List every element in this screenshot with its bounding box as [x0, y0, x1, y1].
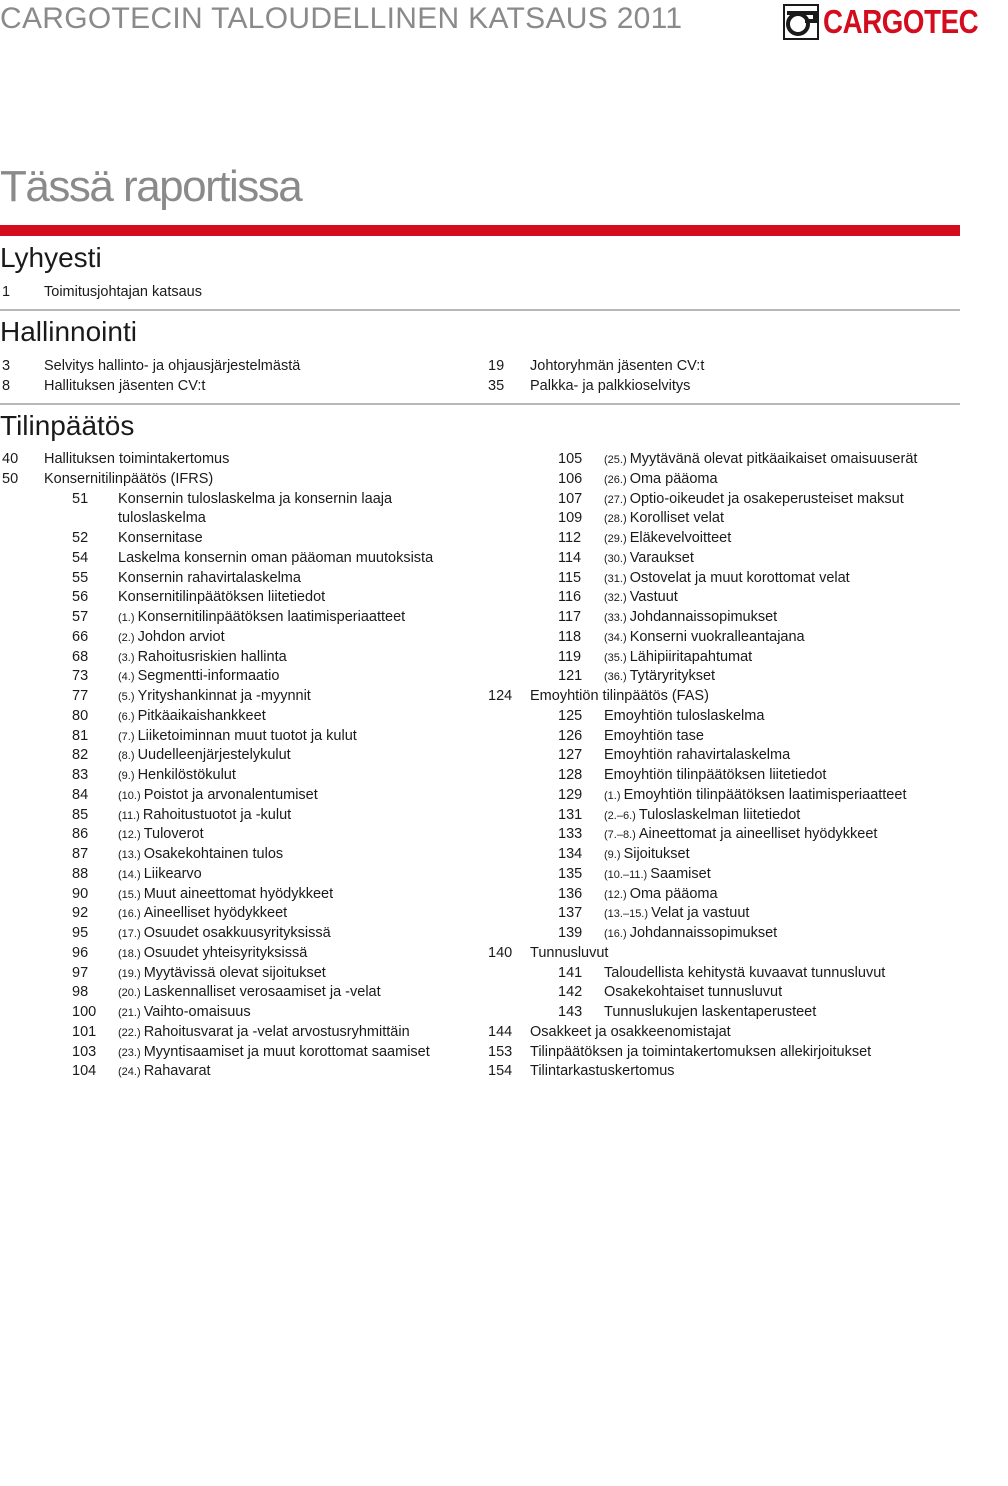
toc-page-number: 135 [558, 865, 583, 882]
toc-note-ref: (5.) [118, 691, 138, 703]
toc-page-number: 128 [558, 767, 583, 783]
toc-note-ref: (10.–11.) [604, 868, 651, 881]
toc-note-ref: (34.) [604, 631, 630, 644]
toc-entry-title: Liiketoiminnan muut tuotot ja kulut [137, 727, 357, 744]
toc-entry-title: Rahoitustuotot ja -kulut [142, 806, 292, 823]
toc-entry-title: Selvitys hallinto- ja ohjausjärjestelmästä [44, 358, 301, 374]
toc-entry-title: Saamiset [650, 865, 711, 882]
toc-page-number: 154 [488, 1063, 513, 1080]
toc-entry-title: Konsernin tuloslaskelma ja konsernin laaja [118, 490, 393, 507]
toc-note-ref: (18.) [118, 947, 144, 960]
toc-entry-title: Uudelleenjärjestelykulut [137, 747, 291, 764]
toc-entry-title: Segmentti-informaatio [137, 668, 280, 685]
toc-note-ref: (24.) [118, 1066, 144, 1079]
toc-note-ref: (15.) [118, 888, 144, 901]
toc-page-number: 57 [72, 609, 89, 625]
toc-entry-title: Emoyhtiön rahavirtalaskelma [604, 747, 791, 764]
toc-page-number: 144 [488, 1023, 513, 1040]
toc-note-ref: (10.) [118, 789, 144, 802]
toc-page-number: 40 [2, 451, 19, 467]
toc-page-number: 127 [558, 747, 583, 764]
toc-page-number: 52 [72, 530, 89, 546]
toc-note-ref: (32.) [604, 592, 630, 605]
toc-entry-title: Myytävissä olevat sijoitukset [143, 964, 326, 981]
toc-entry-title: Oma pääoma [629, 885, 718, 902]
toc-page-number: 153 [488, 1043, 513, 1060]
toc-note-ref: (14.) [118, 868, 144, 881]
toc-page-number: 131 [558, 806, 583, 823]
toc-note-ref: (25.) [604, 454, 630, 466]
toc-page-number: 118 [558, 628, 582, 645]
toc-entry-title: Emoyhtiön tuloslaskelma [604, 707, 765, 724]
toc-page-number: 124 [488, 688, 513, 704]
toc-entry-title: Rahoitusriskien hallinta [137, 648, 287, 665]
toc-page-number: 106 [558, 470, 583, 487]
toc-note-ref: (9.) [118, 770, 138, 782]
toc-entry-title: Vastuut [629, 589, 678, 606]
toc-note-ref: (7.–8.) [604, 829, 639, 842]
toc-entry-title: Taloudellista kehitystä kuvaavat tunnusluvut [604, 964, 886, 981]
toc-page-number: 56 [72, 589, 89, 606]
toc-note-ref: (16.) [604, 928, 630, 940]
toc-note-ref: (21.) [118, 1007, 144, 1019]
toc-note-ref: (36.) [604, 671, 630, 684]
toc-page-number: 142 [558, 984, 583, 1001]
toc-page-number: 80 [72, 707, 89, 724]
toc-entry-title: Hallituksen toimintakertomus [44, 451, 230, 467]
toc-note-ref: (1.) [118, 612, 138, 624]
toc-page-number: 121 [558, 668, 583, 685]
toc-page-number: 92 [72, 905, 89, 922]
toc-note-ref: (35.) [604, 651, 630, 664]
toc-entry-title: Emoyhtiön tase [604, 727, 704, 744]
toc-entry-title: Aineettomat ja aineelliset hyödykkeet [638, 826, 878, 843]
toc-page-number: 50 [2, 470, 19, 487]
toc-entry-title: Osakekohtainen tulos [143, 846, 284, 862]
toc-page-number: 143 [558, 1004, 583, 1020]
toc-entry-title: Vaihto-omaisuus [143, 1004, 251, 1020]
toc-note-ref: (9.) [604, 849, 624, 861]
toc-entry-title: Konserni vuokralleantajana [629, 628, 805, 645]
toc-entry-title: Emoyhtiön tilinpäätös (FAS) [530, 688, 709, 704]
toc-entry-title: Konsernitilinpäätöksen liitetiedot [118, 589, 326, 606]
toc-entry-title: Liikearvo [143, 865, 202, 882]
toc-entry-title: Henkilöstökulut [137, 767, 236, 783]
toc-entry-title: Osuudet yhteisyrityksissä [143, 944, 308, 961]
toc-page-number: 51 [72, 490, 89, 507]
toc-note-ref: (28.) [604, 513, 630, 526]
toc-entry-title: Tunnusluvut [530, 944, 609, 961]
toc-entry-title: Myytävänä olevat pitkäaikaiset omaisuuserät [629, 451, 918, 467]
toc-page-number: 66 [72, 628, 89, 645]
toc-note-ref: (17.) [118, 928, 144, 940]
toc-page-number: 95 [72, 925, 89, 941]
toc-page-number: 86 [72, 826, 89, 843]
toc-note-ref: (13.–15.) [604, 908, 652, 921]
toc-page-number: 105 [558, 451, 583, 467]
toc-entry-title: Aineelliset hyödykkeet [143, 905, 288, 922]
toc-entry-title: Sijoitukset [623, 846, 690, 862]
toc-page-number: 84 [72, 786, 89, 803]
toc-page-number: 90 [72, 885, 89, 902]
toc-note-ref: (4.) [118, 671, 138, 684]
section-title-tilinpaatos: Tilinpäätös [0, 410, 135, 441]
section-title-lyhyesti: Lyhyesti [0, 242, 102, 273]
toc-entry-title: Osuudet osakkuusyrityksissä [143, 925, 331, 941]
toc-entry-title: Rahavarat [143, 1063, 211, 1080]
cargotec-logo-text: CARGOTEC [823, 3, 979, 40]
title-accent-bar [0, 225, 960, 236]
toc-page-number: 103 [72, 1043, 97, 1060]
toc-page-number: 115 [558, 569, 582, 586]
toc-note-ref: (26.) [604, 473, 630, 486]
toc-entry-title: Velat ja vastuut [651, 905, 750, 922]
toc-note-ref: (12.) [118, 829, 144, 842]
page-title: Tässä raportissa [0, 162, 302, 211]
toc-entry-title: Tuloverot [143, 826, 204, 843]
toc-entry-title: Emoyhtiön tilinpäätöksen liitetiedot [604, 767, 827, 783]
toc-entry-title: Eläkevelvoitteet [629, 530, 732, 546]
toc-page-number: 141 [558, 964, 583, 981]
toc-page-number: 100 [72, 1004, 97, 1020]
toc-page-number: 98 [72, 984, 89, 1001]
toc-note-ref: (7.) [118, 730, 138, 743]
toc-page-number: 54 [72, 549, 89, 566]
toc-note-ref: (19.) [118, 967, 144, 980]
toc-page-number: 125 [558, 707, 583, 724]
toc-entry-title: Emoyhtiön tilinpäätöksen laatimisperiaatteet [623, 786, 907, 803]
toc-note-ref: (13.) [118, 849, 144, 861]
toc-page-number: 101 [72, 1023, 97, 1040]
toc-page-number: 55 [72, 569, 89, 586]
toc-entry-title: Ostovelat ja muut korottomat velat [629, 569, 850, 586]
toc-note-ref: (16.) [118, 908, 144, 921]
toc-page-number: 129 [558, 786, 583, 803]
toc-entry-title: Myyntisaamiset ja muut korottomat saamiset [143, 1043, 430, 1060]
toc-entry-title: Tilintarkastuskertomus [530, 1063, 675, 1080]
toc-page-number: 1 [2, 284, 11, 300]
toc-entry-title: Hallituksen jäsenten CV:t [44, 378, 206, 394]
toc-entry-title: Osakkeet ja osakkeenomistajat [530, 1023, 731, 1040]
toc-entry-title: Osakekohtaiset tunnusluvut [604, 984, 783, 1001]
toc-page-number: 73 [72, 668, 89, 685]
toc-page-number: 109 [558, 510, 583, 527]
toc-note-ref: (12.) [604, 888, 630, 901]
toc-page-number: 77 [72, 688, 89, 704]
toc-note-ref: (27.) [604, 493, 630, 506]
toc-entry-title: Johdon arviot [137, 628, 225, 645]
toc-page-number: 104 [72, 1063, 97, 1080]
toc-note-ref: (2.–6.) [604, 809, 639, 822]
toc-entry-title: Rahoitusvarat ja -velat arvostusryhmittäin [143, 1023, 410, 1040]
toc-page-number: 83 [72, 767, 89, 783]
toc-note-ref: (2.) [118, 631, 138, 644]
toc-page-number: 117 [558, 609, 582, 625]
toc-note-ref: (31.) [604, 572, 630, 585]
toc-entry-title: Lähipiiritapahtumat [629, 648, 753, 665]
toc-page-number: 112 [558, 530, 582, 546]
toc-entry-title: Tilinpäätöksen ja toimintakertomuksen allekirjoitukset [530, 1043, 872, 1060]
toc-entry-title: Johtoryhmän jäsenten CV:t [530, 358, 705, 374]
cargotec-logo [783, 4, 1008, 40]
toc-entry-title: Johdannaissopimukset [629, 609, 778, 625]
section-title-hallinnointi: Hallinnointi [0, 316, 137, 347]
toc-entry-title: Tuloslaskelman liitetiedot [638, 806, 801, 823]
toc-entry-title: Palkka- ja palkkioselvitys [530, 378, 691, 394]
toc-page-number: 3 [2, 358, 11, 374]
toc-entry-title: Korolliset velat [629, 510, 724, 527]
toc-page-number: 107 [558, 490, 583, 507]
toc-page-number: 97 [72, 964, 89, 981]
toc-entry-title: Konsernitilinpäätöksen laatimisperiaatteet [137, 609, 406, 625]
toc-note-ref: (11.) [118, 809, 143, 822]
toc-entry-title: Tunnuslukujen laskentaperusteet [604, 1004, 817, 1020]
toc-entry-title: Toimitusjohtajan katsaus [44, 284, 202, 300]
toc-page-number: 35 [488, 378, 505, 394]
toc-entry-title: Konsernitase [118, 530, 203, 546]
toc-page-number: 133 [558, 826, 583, 843]
toc-page-number: 114 [558, 549, 582, 566]
toc-entry-title: Yrityshankinnat ja -myynnit [137, 688, 311, 704]
toc-note-ref: (33.) [604, 612, 630, 624]
toc-entry-title: Laskelma konsernin oman pääoman muutoksista [118, 549, 434, 566]
toc-page-number: 82 [72, 747, 89, 764]
report-header-title: CARGOTECIN TALOUDELLINEN KATSAUS 2011 [0, 2, 683, 35]
toc-note-ref: (3.) [118, 651, 138, 664]
toc-entry-title: Laskennalliset verosaamiset ja -velat [143, 984, 381, 1001]
toc-entry-title: Konsernin rahavirtalaskelma [118, 569, 301, 586]
toc-note-ref: (29.) [604, 533, 630, 545]
toc-entry-title: tuloslaskelma [118, 510, 206, 527]
toc-page-number: 119 [558, 648, 582, 665]
toc-page-number: 96 [72, 944, 89, 961]
toc-page-number: 81 [72, 727, 89, 744]
toc-page-number: 136 [558, 885, 583, 902]
cargotec-logo-icon [783, 4, 819, 40]
toc-entry-title: Varaukset [629, 549, 694, 566]
toc-entry-title: Johdannaissopimukset [629, 925, 778, 941]
toc-page-number: 116 [558, 589, 582, 606]
toc-note-ref: (30.) [604, 552, 630, 565]
section-divider [0, 403, 960, 405]
toc-page-number: 68 [72, 648, 89, 665]
toc-page-number: 139 [558, 925, 583, 941]
section-divider [0, 309, 960, 311]
toc-note-ref: (22.) [118, 1026, 144, 1039]
toc-entry-title: Pitkäaikaishankkeet [137, 707, 266, 724]
toc-page-number: 19 [488, 358, 505, 374]
toc-entry-title: Optio-oikeudet ja osakeperusteiset maksut [629, 490, 904, 507]
toc-note-ref: (8.) [118, 750, 138, 763]
toc-note-ref: (1.) [604, 789, 624, 802]
toc-page-number: 8 [2, 378, 11, 394]
toc-page-number: 140 [488, 944, 513, 961]
toc-entry-title: Tytäryritykset [629, 668, 716, 685]
toc-page-number: 85 [72, 806, 89, 823]
toc-page-number: 137 [558, 905, 583, 922]
toc-entry-title: Oma pääoma [629, 470, 718, 487]
toc-page-number: 87 [72, 846, 89, 862]
toc-entry-title: Poistot ja arvonalentumiset [143, 786, 318, 803]
toc-page-number: 134 [558, 846, 583, 862]
toc-note-ref: (6.) [118, 710, 138, 723]
toc-page-number: 88 [72, 865, 89, 882]
toc-note-ref: (23.) [118, 1046, 144, 1059]
toc-note-ref: (20.) [118, 987, 144, 1000]
toc-page-number: 126 [558, 727, 583, 744]
toc-entry-title: Konsernitilinpäätös (IFRS) [44, 470, 214, 487]
toc-entry-title: Muut aineettomat hyödykkeet [143, 885, 334, 902]
